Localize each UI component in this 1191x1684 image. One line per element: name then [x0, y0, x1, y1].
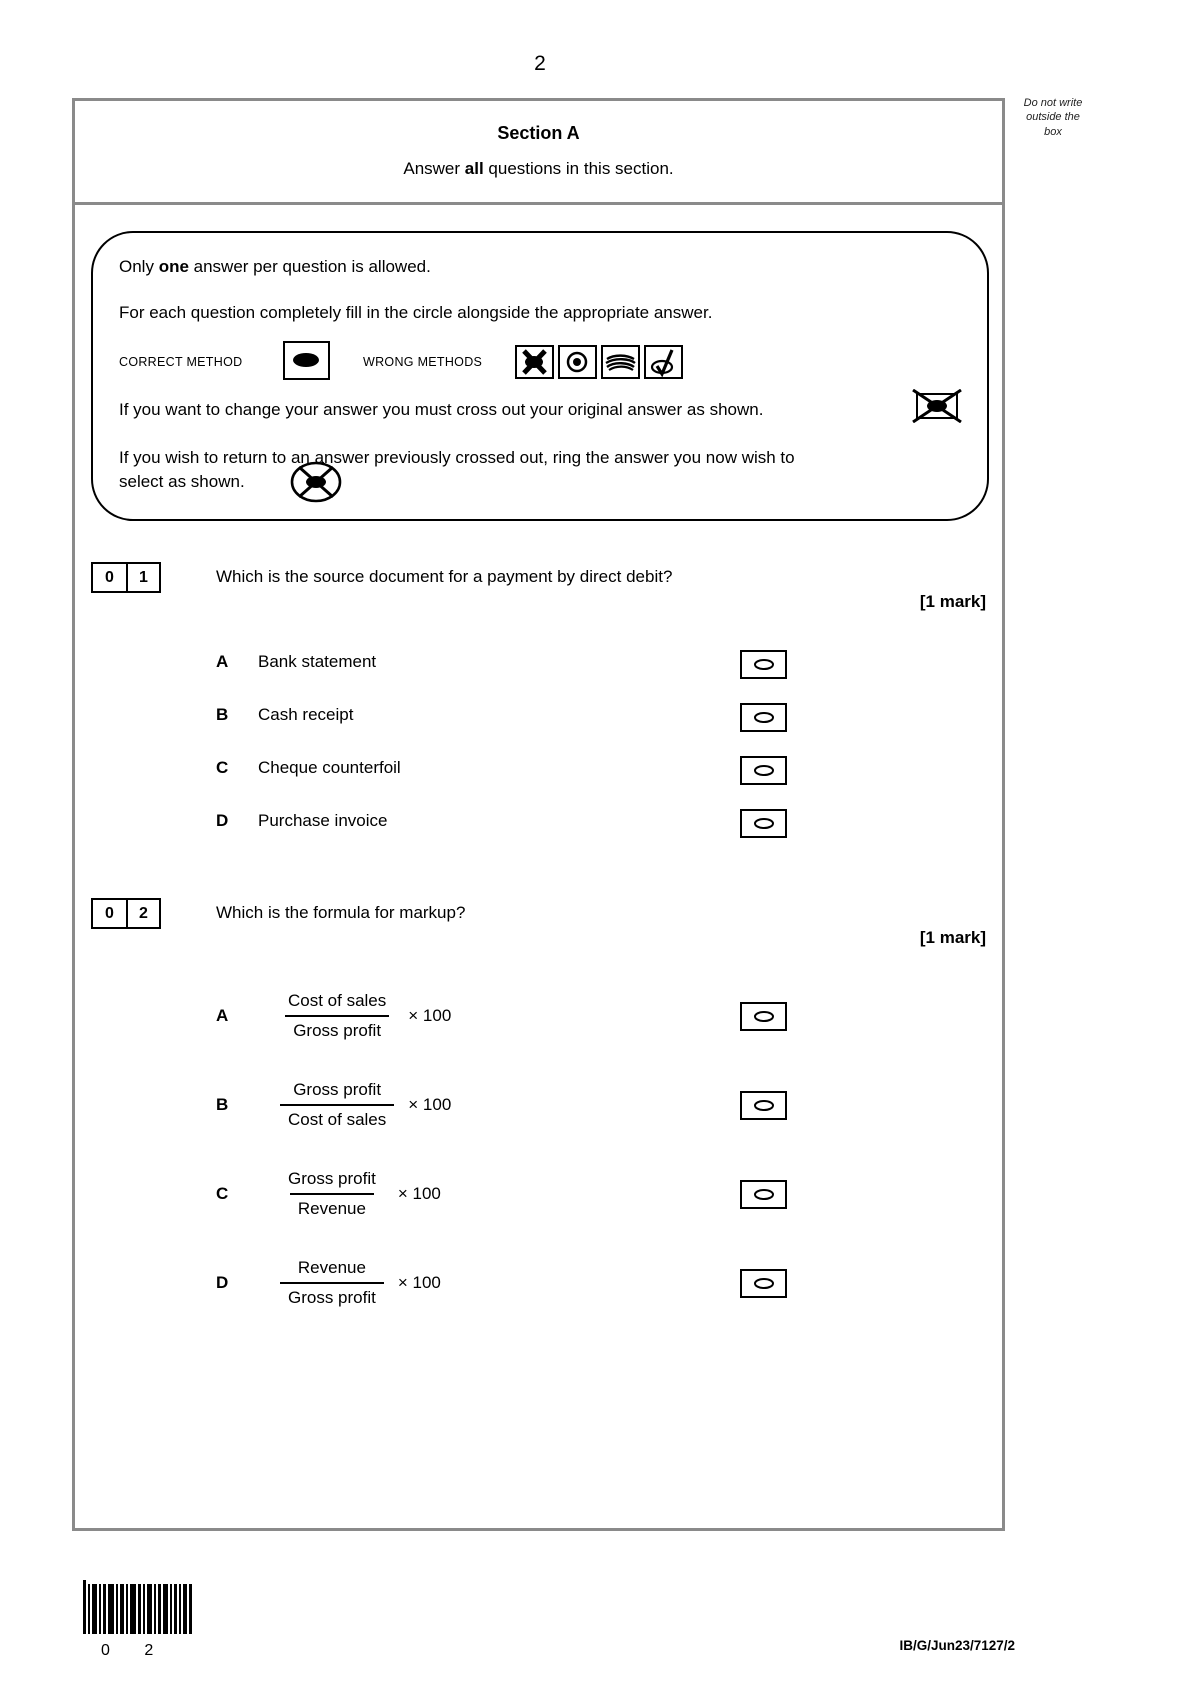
fraction-multiplier: × 100 — [408, 1006, 452, 1025]
fraction-denominator: Cost of sales — [280, 1104, 394, 1130]
section-title: Section A — [497, 123, 580, 143]
answer-instructions-box — [91, 231, 989, 521]
answer-oval-icon — [752, 1188, 776, 1201]
wrong-method-scribble-box — [601, 345, 640, 379]
dot-in-circle-icon — [560, 347, 595, 377]
ringed-answer-icon — [289, 459, 343, 510]
fraction — [280, 1258, 384, 1308]
instruction-line-2: For each question completely fill in the circle alongside the appropriate answer. — [119, 303, 713, 322]
question-1-digit-2: 1 — [126, 564, 159, 591]
wrong-method-tick-oval-box — [644, 345, 683, 379]
question-1-option-c — [216, 756, 401, 780]
answer-oval-icon — [752, 764, 776, 777]
fraction-multiplier: × 100 — [408, 1095, 452, 1114]
question-2-answer-bubble-b[interactable] — [740, 1091, 787, 1120]
question-1-option-d — [216, 809, 387, 833]
return-answer-instruction-line-1: If you wish to return to an answer previously crossed out, ring the answer you now wish to — [119, 448, 795, 467]
do-not-write-line-1: Do not write — [1023, 97, 1083, 109]
option-letter: D — [216, 811, 229, 830]
instruction-line-1-prefix: Only — [119, 257, 159, 276]
question-1-option-a — [216, 650, 376, 674]
question-2-answer-bubble-a[interactable] — [740, 1002, 787, 1031]
option-letter: A — [216, 652, 229, 671]
tick-over-oval-icon — [646, 347, 681, 377]
question-2-option-d — [216, 1252, 441, 1314]
option-letter: B — [216, 705, 229, 724]
option-letter: B — [216, 1095, 229, 1114]
fraction-numerator: Gross profit — [293, 1080, 382, 1099]
question-2-marks: [1 mark] — [919, 928, 986, 947]
correct-method-example-box — [283, 341, 330, 380]
answer-oval-icon — [752, 1010, 776, 1023]
fraction — [280, 991, 394, 1041]
fraction-numerator: Revenue — [297, 1258, 366, 1277]
option-text: Cash receipt — [258, 705, 354, 724]
question-2-text: Which is the formula for markup? — [216, 903, 466, 922]
wrong-method-crossed-oval-box — [515, 345, 554, 379]
fraction — [280, 1169, 384, 1219]
fraction-denominator: Revenue — [290, 1193, 374, 1219]
change-answer-instruction: If you want to change your answer you must cross out your original answer as shown. — [119, 400, 764, 419]
question-2-answer-bubble-d[interactable] — [740, 1269, 787, 1298]
question-2-option-a — [216, 985, 451, 1047]
question-1-answer-bubble-d[interactable] — [740, 809, 787, 838]
option-text: Bank statement — [258, 652, 377, 671]
instruction-line-1-suffix: answer per question is allowed. — [188, 257, 431, 276]
instruction-line-1 — [119, 257, 431, 277]
question-1-text: Which is the source document for a payment by direct debit? — [216, 567, 673, 586]
barcode-icon — [83, 1576, 193, 1634]
crossed-oval-icon — [517, 347, 552, 377]
fraction-numerator: Gross profit — [288, 1169, 376, 1188]
question-paper-frame — [72, 98, 1005, 1531]
do-not-write-line-2: outside the — [1026, 111, 1080, 124]
ring-around-crossed-box-icon — [289, 459, 343, 505]
fraction-denominator: Gross profit — [280, 1282, 384, 1308]
question-1-marks: [1 mark] — [919, 592, 986, 611]
do-not-write-line-3: box — [1044, 125, 1062, 138]
question-2-digit-1: 0 — [105, 904, 114, 922]
fraction-multiplier: × 100 — [397, 1273, 441, 1292]
barcode-label: 0 2 — [101, 1642, 169, 1659]
answer-oval-icon — [752, 711, 776, 724]
question-1-option-b — [216, 703, 353, 727]
crossed-out-answer-icon — [911, 389, 963, 428]
option-letter: A — [216, 1006, 229, 1025]
answer-oval-icon — [752, 817, 776, 830]
option-letter: D — [216, 1273, 229, 1292]
option-letter: C — [216, 758, 229, 777]
wrong-methods-label: WRONG METHODS — [363, 355, 483, 369]
return-answer-instruction-line-2: select as shown. — [119, 472, 245, 491]
instruction-line-1-bold: one — [158, 257, 189, 276]
section-header — [75, 101, 1002, 205]
wrong-method-dotted-circle-box — [558, 345, 597, 379]
paper-reference: IB/G/Jun23/7127/2 — [899, 1638, 1015, 1653]
question-2-digit-2: 2 — [126, 900, 159, 927]
question-1-number-box — [91, 562, 161, 593]
question-1-answer-bubble-b[interactable] — [740, 703, 787, 732]
section-instruction — [75, 159, 1002, 179]
option-text: Purchase invoice — [258, 811, 388, 830]
question-1-answer-bubble-c[interactable] — [740, 756, 787, 785]
fraction-denominator: Gross profit — [285, 1015, 389, 1041]
section-instruction-prefix: Answer — [403, 159, 465, 178]
answer-oval-icon — [752, 1277, 776, 1290]
fraction-multiplier: × 100 — [397, 1184, 441, 1203]
question-1-answer-bubble-a[interactable] — [740, 650, 787, 679]
answer-oval-icon — [752, 1099, 776, 1112]
barcode-block — [83, 1576, 193, 1660]
fraction — [280, 1080, 394, 1130]
do-not-write-note — [1012, 96, 1094, 139]
question-2-option-b — [216, 1074, 451, 1136]
answer-oval-icon — [752, 658, 776, 671]
scribble-icon — [603, 347, 638, 377]
question-2-answer-bubble-c[interactable] — [740, 1180, 787, 1209]
option-letter: C — [216, 1184, 229, 1203]
filled-oval-icon — [285, 343, 328, 378]
option-text: Cheque counterfoil — [258, 758, 401, 777]
question-1-digit-1: 0 — [105, 568, 114, 586]
crossed-out-box-icon — [911, 389, 963, 423]
question-2-option-c — [216, 1163, 441, 1225]
page-number: 2 — [534, 52, 546, 75]
correct-method-label: CORRECT METHOD — [119, 355, 243, 369]
section-instruction-suffix: questions in this section. — [483, 159, 674, 178]
question-2-number-box — [91, 898, 161, 929]
fraction-numerator: Cost of sales — [288, 991, 387, 1010]
section-instruction-bold: all — [464, 159, 484, 178]
